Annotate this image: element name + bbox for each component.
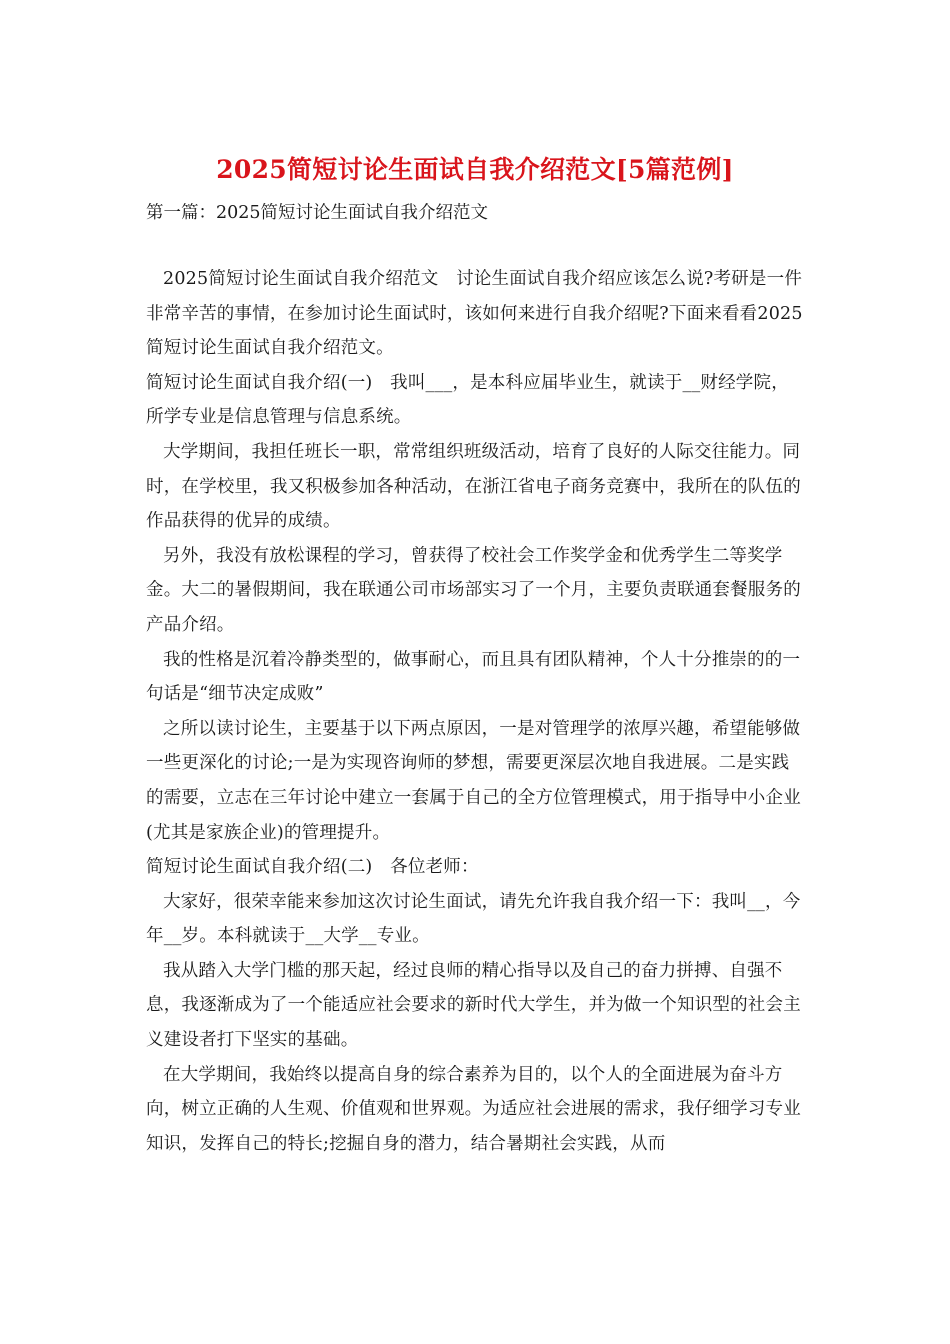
section-heading: 第一篇：2025简短讨论生面试自我介绍范文 (146, 203, 489, 223)
document-title: 2025简短讨论生面试自我介绍范文[5篇范例] (216, 155, 734, 184)
body-paragraph: 大学期间，我担任班长一职，常常组织班级活动，培育了良好的人际交往能力。同时，在学校里，我又积极参加各种活动，在浙江省电子商务竞赛中，我所在的队伍的作品获得的优异的成绩。 (146, 441, 801, 532)
body-paragraph: 之所以读讨论生，主要基于以下两点原因，一是对管理学的浓厚兴趣，希望能够做一些更深化的讨论;一是为实现咨询师的梦想，需要更深层次地自我进展。二是实践的需要，立志在三年讨论中建立一套属于自己的全方位管理模式，用于指导中小企业(尤其是家族企业)的管理提升。 (146, 718, 801, 843)
body-paragraph: 大家好，很荣幸能来参加这次讨论生面试，请先允许我自我介绍一下：我叫__，今年__岁。本科就读于__大学__专业。 (146, 891, 801, 947)
body-paragraph: 2025简短讨论生面试自我介绍范文 讨论生面试自我介绍应该怎么说?考研是一件非常辛苦的事情，在参加讨论生面试时，该如何来进行自我介绍呢?下面来看看2025简短讨论生面试自我介绍范文。 (146, 269, 803, 359)
body-paragraph: 我从踏入大学门槛的那天起，经过良师的精心指导以及自己的奋力拼搏、自强不息，我逐渐成为了一个能适应社会要求的新时代大学生，并为做一个知识型的社会主义建设者打下坚实的基础。 (146, 960, 801, 1051)
body-paragraph: 简短讨论生面试自我介绍(二) 各位老师： (146, 857, 479, 878)
body-paragraph: 另外，我没有放松课程的学习，曾获得了校社会工作奖学金和优秀学生二等奖学金。大二的暑假期间，我在联通公司市场部实习了一个月，主要负责联通套餐服务的产品介绍。 (146, 545, 801, 635)
body-paragraph: 我的性格是沉着冷静类型的，做事耐心，而且具有团队精神，个人十分推崇的的一句话是“细节决定成败” (146, 649, 801, 705)
body-paragraph: 在大学期间，我始终以提高自身的综合素养为目的，以个人的全面进展为奋斗方向，树立正确的人生观、价值观和世界观。为适应社会进展的需求，我仔细学习专业知识，发挥自己的特长;挖掘自身的潜力，结合暑期社会实践，从而 (146, 1064, 801, 1154)
body-paragraph: 简短讨论生面试自我介绍(一) 我叫___，是本科应届毕业生，就读于__财经学院，所学专业是信息管理与信息系统。 (146, 372, 789, 428)
document-body (146, 262, 806, 1161)
